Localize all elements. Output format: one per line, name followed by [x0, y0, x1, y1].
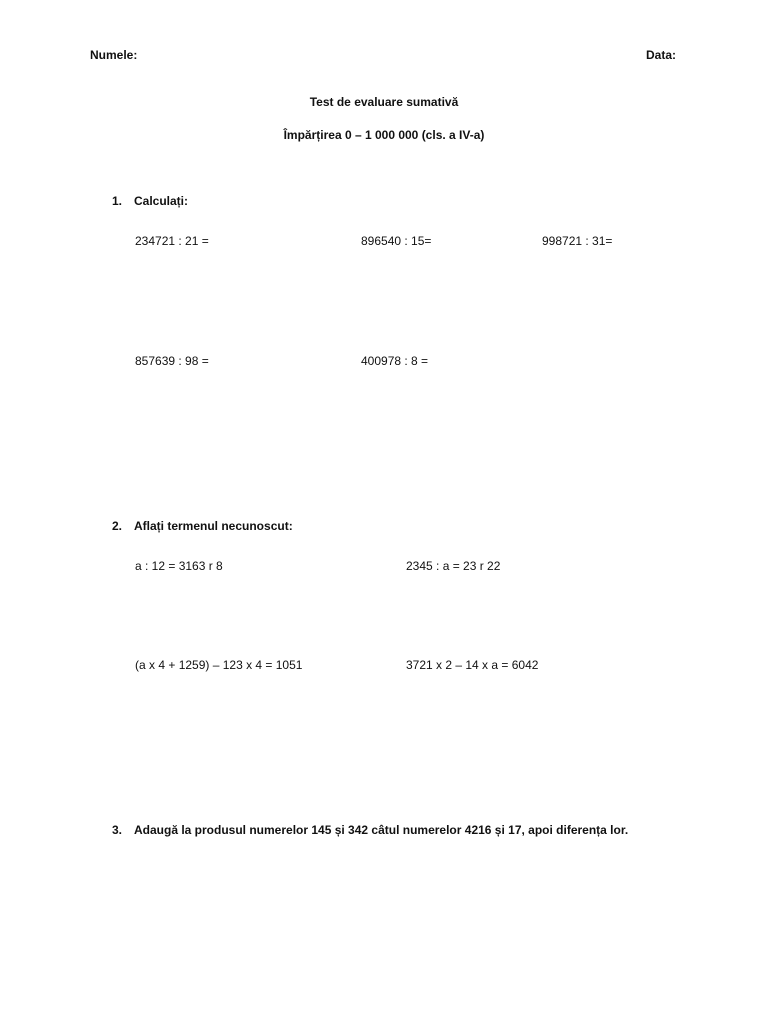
- exercise-3-heading: [112, 823, 628, 837]
- exercise-2-instruction: Aflați termenul necunoscut:: [134, 519, 293, 533]
- exercise-2-heading: [112, 519, 293, 533]
- exercise-2-item-4: 3721 x 2 – 14 x a = 6042: [406, 658, 539, 672]
- test-subtitle: Împărțirea 0 – 1 000 000 (cls. a IV-a): [283, 128, 485, 142]
- exercise-1-instruction: Calculați:: [134, 194, 189, 208]
- exercise-1-item-4: 857639 : 98 =: [135, 354, 209, 368]
- exercise-2-item-2: 2345 : a = 23 r 22: [406, 559, 501, 573]
- test-title: Test de evaluare sumativă: [309, 95, 459, 109]
- exercise-1-item-5: 400978 : 8 =: [361, 354, 429, 368]
- exercise-1-item-3: 998721 : 31=: [542, 234, 613, 248]
- exercise-1-heading: [112, 194, 188, 208]
- exercise-1-item-1: 234721 : 21 =: [135, 234, 209, 248]
- exercise-3-instruction: Adaugă la produsul numerelor 145 și 342 câtul numerelor 4216 și 17, apoi diferența lor.: [134, 823, 629, 837]
- exercise-2-item-3: (a x 4 + 1259) – 123 x 4 = 1051: [135, 658, 303, 672]
- exercise-1-number: 1.: [112, 194, 123, 208]
- name-label: Numele:: [90, 48, 138, 62]
- exercise-2-number: 2.: [112, 519, 123, 533]
- exercise-1-item-2: 896540 : 15=: [361, 234, 432, 248]
- date-label: Data:: [646, 48, 677, 62]
- exercise-2-item-1: a : 12 = 3163 r 8: [135, 559, 223, 573]
- exercise-3-number: 3.: [112, 823, 123, 837]
